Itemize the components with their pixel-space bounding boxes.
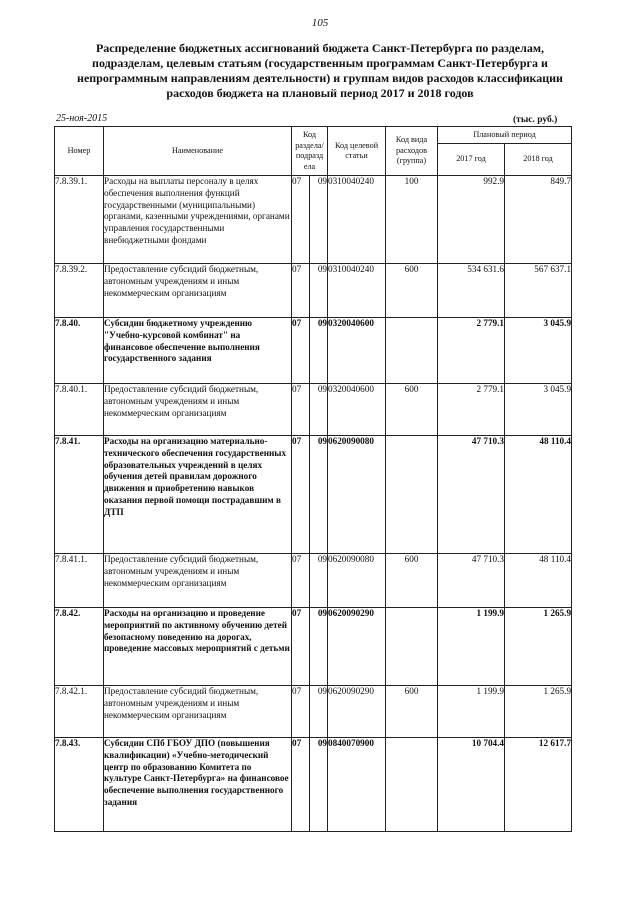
row-name: Субсидии бюджетному учреждению "Учебно-курсовой комбинат" на финансовое обеспечение выполнения государственного задания: [104, 318, 292, 384]
row-value-2017: 534 631.6: [438, 264, 505, 318]
row-number: 7.8.39.1.: [55, 176, 104, 264]
header-year-2017: 2017 год: [438, 144, 505, 176]
header-year-2018: 2018 год: [505, 144, 572, 176]
row-value-2017: 2 779.1: [438, 318, 505, 384]
row-name: Субсидии СПб ГБОУ ДПО (повышения квалификации) «Учебно-методический центр по образованию Комитета по культуре Санкт-Петербурга» на финансовое обеспечение выполнения государственного задания: [104, 738, 292, 832]
row-subsection: 09: [310, 608, 328, 686]
row-number: 7.8.43.: [55, 738, 104, 832]
row-number: 7.8.42.1.: [55, 686, 104, 738]
row-name: Расходы на организацию и проведение мероприятий по активному обучению детей безопасному поведению на дорогах, проведение массовых мероприятий с детьми: [104, 608, 292, 686]
row-value-2018: 3 045.9: [505, 318, 572, 384]
row-subsection: 09: [310, 318, 328, 384]
row-value-2017: 1 199.9: [438, 686, 505, 738]
row-number: 7.8.41.1.: [55, 554, 104, 608]
document-title: Распределение бюджетных ассигнований бюджета Санкт-Петербурга по разделам, подразделам, целевым статьям (государственным программам Санкт-Петербурга и непрограммным направлениям деятельности) и группам видов расходов классификации расходов бюджета на плановый период 2017 и 2018 годов: [77, 41, 563, 100]
row-name: Предоставление субсидий бюджетным, автономным учреждениям и иным некоммерческим организациям: [104, 686, 292, 738]
row-name: Предоставление субсидий бюджетным, автономным учреждениям и иным некоммерческим организациям: [104, 384, 292, 436]
row-name: Предоставление субсидий бюджетным, автономным учреждениям и иным некоммерческим организациям: [104, 554, 292, 608]
header-kind-code: Код вида расходов (группа): [386, 127, 438, 176]
row-kind: [386, 608, 438, 686]
row-value-2018: 1 265.9: [505, 686, 572, 738]
row-value-2018: 48 110.4: [505, 554, 572, 608]
row-kind: [386, 738, 438, 832]
row-section: 07: [292, 176, 310, 264]
row-kind: 600: [386, 264, 438, 318]
report-date: 25-ноя-2015: [56, 113, 108, 124]
row-value-2017: 10 704.4: [438, 738, 505, 832]
table-row: [55, 264, 572, 318]
row-subsection: 09: [310, 264, 328, 318]
row-target: 0840070900: [328, 738, 386, 832]
header-target-code: Код целевой статьи: [328, 127, 386, 176]
row-target: 0620090080: [328, 436, 386, 554]
table-row: [55, 738, 572, 832]
row-subsection: 09: [310, 554, 328, 608]
row-target: 0620090080: [328, 554, 386, 608]
row-section: 07: [292, 436, 310, 554]
row-section: 07: [292, 384, 310, 436]
row-value-2017: 992.9: [438, 176, 505, 264]
row-kind: [386, 436, 438, 554]
table-row: [55, 686, 572, 738]
budget-table: [54, 126, 572, 832]
row-kind: 600: [386, 686, 438, 738]
row-kind: 100: [386, 176, 438, 264]
header-section-code: Код раздела/ подразд ела: [292, 127, 328, 176]
row-kind: [386, 318, 438, 384]
row-kind: 600: [386, 384, 438, 436]
row-value-2018: 3 045.9: [505, 384, 572, 436]
row-target: 0310040240: [328, 176, 386, 264]
table-row: [55, 554, 572, 608]
row-subsection: 09: [310, 738, 328, 832]
row-subsection: 09: [310, 686, 328, 738]
row-value-2018: 1 265.9: [505, 608, 572, 686]
row-number: 7.8.41.: [55, 436, 104, 554]
row-subsection: 09: [310, 176, 328, 264]
row-section: 07: [292, 738, 310, 832]
row-target: 0620090290: [328, 608, 386, 686]
table-row: [55, 318, 572, 384]
row-value-2017: 47 710.3: [438, 436, 505, 554]
table-row: [55, 608, 572, 686]
table-body: [55, 176, 572, 832]
row-name: Расходы на выплаты персоналу в целях обеспечения выполнения функций государственными (муниципальными) органами, казенными учреждениями, органами управления государственными внебюджетными фондами: [104, 176, 292, 264]
row-value-2018: 48 110.4: [505, 436, 572, 554]
row-section: 07: [292, 318, 310, 384]
row-section: 07: [292, 686, 310, 738]
row-name: Предоставление субсидий бюджетным, автономным учреждениям и иным некоммерческим организациям: [104, 264, 292, 318]
page-number: 105: [311, 17, 329, 29]
row-target: 0310040240: [328, 264, 386, 318]
row-number: 7.8.39.2.: [55, 264, 104, 318]
row-section: 07: [292, 264, 310, 318]
row-value-2018: 567 637.1: [505, 264, 572, 318]
row-value-2017: 2 779.1: [438, 384, 505, 436]
table-row: [55, 176, 572, 264]
row-number: 7.8.40.: [55, 318, 104, 384]
row-value-2017: 47 710.3: [438, 554, 505, 608]
row-number: 7.8.42.: [55, 608, 104, 686]
table-row: [55, 436, 572, 554]
header-number: Номер: [55, 127, 104, 176]
row-target: 0620090290: [328, 686, 386, 738]
row-value-2018: 12 617.7: [505, 738, 572, 832]
row-number: 7.8.40.1.: [55, 384, 104, 436]
header-name: Наименование: [104, 127, 292, 176]
row-section: 07: [292, 608, 310, 686]
row-value-2017: 1 199.9: [438, 608, 505, 686]
row-value-2018: 849.7: [505, 176, 572, 264]
row-target: 0320040600: [328, 318, 386, 384]
table-row: [55, 384, 572, 436]
units-label: (тыс. руб.): [513, 115, 558, 125]
row-subsection: 09: [310, 436, 328, 554]
row-section: 07: [292, 554, 310, 608]
row-name: Расходы на организацию материально-технического обеспечения государственных образовательных учреждений в целях обучения детей правилам дорожного движения и приобретению навыков оказания первой помощи пострадавшим в ДТП: [104, 436, 292, 554]
row-kind: 600: [386, 554, 438, 608]
header-planned-period: Плановый период: [438, 127, 572, 144]
row-subsection: 09: [310, 384, 328, 436]
row-target: 0320040600: [328, 384, 386, 436]
